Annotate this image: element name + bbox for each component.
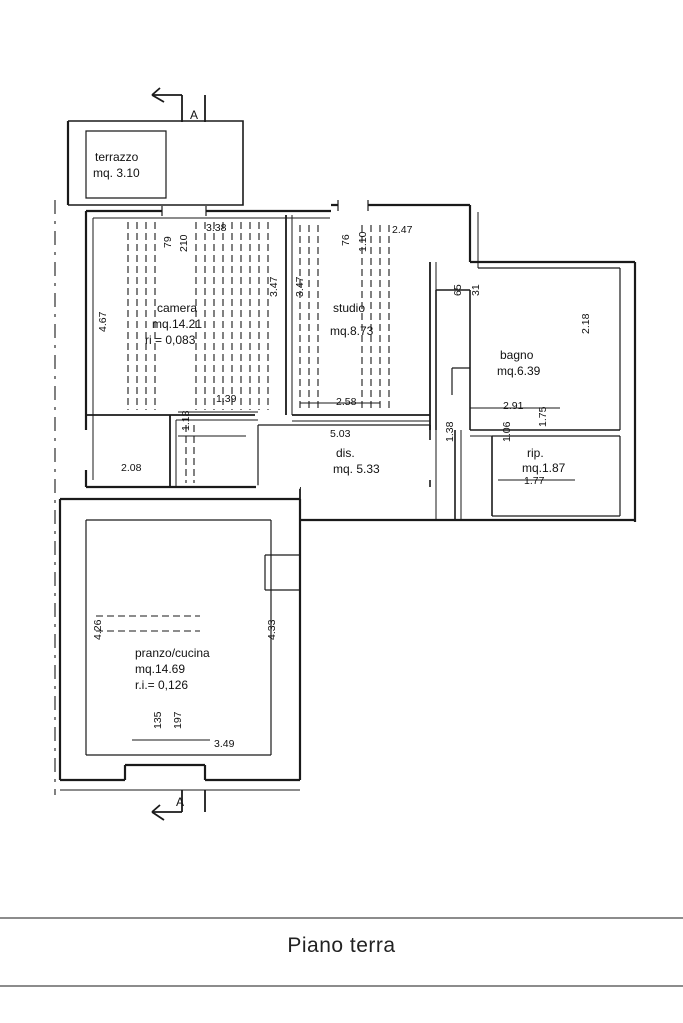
dimension-2-08: 2.08 (121, 462, 142, 474)
dimension-1-39: 1.39 (216, 393, 237, 405)
room-area-ripostiglio: mq.1.87 (522, 461, 566, 475)
dimension-4-26: 4.26 (92, 619, 104, 640)
section-mark-top-label: A (190, 108, 199, 122)
dimension-65: 65 (452, 284, 464, 296)
room-label-terrazzo: terrazzo (95, 150, 139, 164)
room-label-pranzo-cucina: pranzo/cucina (135, 646, 210, 660)
dimension-4-67: 4.67 (97, 311, 109, 332)
room-area-bagno: mq.6.39 (497, 364, 541, 378)
dimension-210: 210 (178, 234, 190, 252)
room-area-studio: mq.8.73 (330, 324, 374, 338)
room-area-terrazzo: mq. 3.10 (93, 166, 140, 180)
room-ratio-pranzo-cucina: r.i.= 0,126 (135, 678, 189, 692)
dimension-31: 31 (470, 284, 482, 296)
dimension-3-47-a: 3.47 (268, 276, 280, 297)
room-label-camera: camera (157, 301, 198, 315)
room-label-disimpegno: dis. (336, 446, 355, 460)
dimension-135: 135 (152, 711, 164, 729)
dimension-76: 76 (340, 234, 352, 246)
section-mark-bottom-label: A (176, 795, 185, 809)
dimension-1-38: 1.38 (444, 421, 456, 442)
dimension-1-77: 1.77 (524, 475, 545, 487)
dimension-3-49: 3.49 (214, 738, 235, 750)
dimension-2-47: 2.47 (392, 224, 413, 236)
room-label-bagno: bagno (500, 348, 534, 362)
room-ratio-camera: ri = 0,083 (145, 333, 196, 347)
dimension-1-75: 1.75 (537, 406, 549, 427)
plan-caption: Piano terra (287, 934, 396, 957)
dimension-2-18: 2.18 (580, 313, 592, 334)
dimension-197: 197 (172, 711, 184, 729)
dimension-1-18: 1.18 (180, 410, 192, 431)
room-area-camera: mq.14.21 (152, 317, 203, 331)
dimension-2-91: 2.91 (503, 400, 524, 412)
dimension-3-38: 3.38 (206, 222, 227, 234)
dimension-110: 1.10 (357, 231, 369, 252)
room-area-disimpegno: mq. 5.33 (333, 462, 380, 476)
dimension-2-58: 2.58 (336, 396, 357, 408)
room-label-studio: studio (333, 301, 366, 315)
room-area-pranzo-cucina: mq.14.69 (135, 662, 186, 676)
dimension-5-03: 5.03 (330, 428, 351, 440)
room-label-ripostiglio: rip. (527, 446, 544, 460)
dimension-3-47-b: 3.47 (294, 276, 306, 297)
dimension-1-06: 1.06 (501, 421, 513, 442)
dimension-4-33: 4.33 (266, 619, 278, 640)
dimension-79: 79 (162, 236, 174, 248)
